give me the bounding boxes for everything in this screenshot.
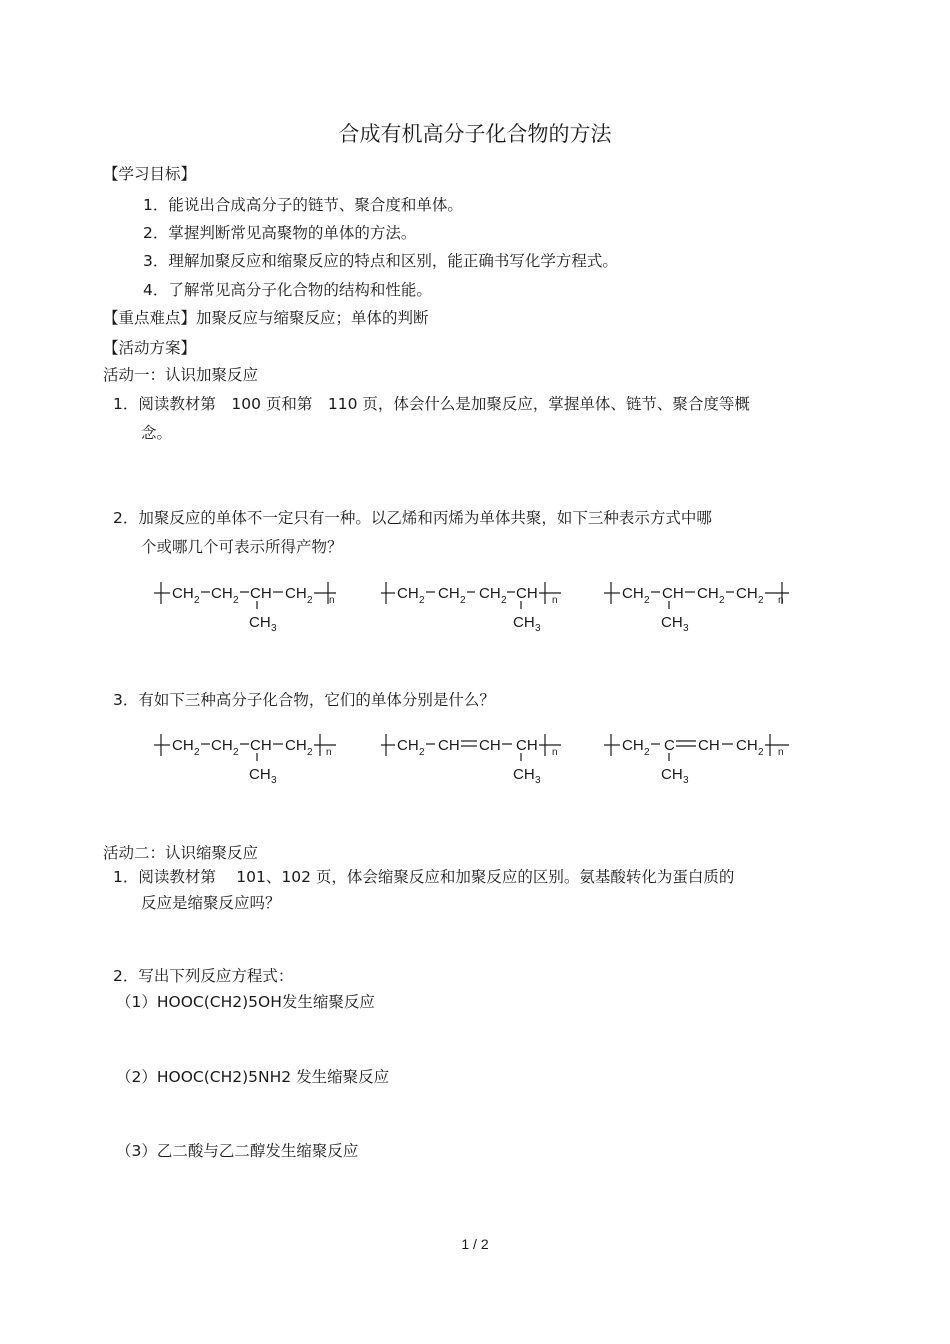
svg-text:2: 2	[644, 747, 650, 758]
svg-text:CH: CH	[697, 585, 719, 602]
svg-text:CH: CH	[698, 737, 720, 754]
polymer-formula-f	[600, 730, 800, 786]
svg-text:n: n	[778, 595, 784, 606]
svg-text:2: 2	[233, 747, 239, 758]
page-number: 1 / 2	[461, 1236, 489, 1252]
svg-text:3: 3	[683, 775, 689, 786]
svg-text:CH: CH	[736, 585, 758, 602]
svg-text:CH: CH	[479, 737, 501, 754]
activity2-question1-cont: 反应是缩聚反应吗？	[141, 894, 281, 912]
svg-text:2: 2	[758, 595, 764, 606]
activity1-heading: 活动一：认识加聚反应	[103, 366, 259, 384]
svg-text:CH: CH	[661, 766, 683, 783]
svg-text:2: 2	[419, 747, 425, 758]
svg-text:CH: CH	[250, 737, 272, 754]
svg-text:CH: CH	[249, 614, 271, 631]
objective-item: 3．理解加聚反应和缩聚反应的特点和区别，能正确书写化学方程式。	[143, 252, 618, 270]
svg-text:n: n	[329, 595, 335, 606]
activity2-heading: 活动二：认识缩聚反应	[103, 844, 259, 862]
polymer-formula-b	[375, 578, 575, 634]
svg-text:2: 2	[307, 595, 313, 606]
reaction-item-3: （3）乙二酸与乙二醇发生缩聚反应	[116, 1142, 359, 1160]
svg-text:CH: CH	[516, 737, 538, 754]
svg-text:CH: CH	[736, 737, 758, 754]
polymer-formula-c	[600, 578, 800, 634]
svg-text:CH: CH	[172, 737, 194, 754]
svg-text:CH: CH	[661, 614, 683, 631]
objective-item: 4．了解常见高分子化合物的结构和性能。	[143, 281, 432, 299]
svg-text:CH: CH	[513, 614, 535, 631]
activity1-question2: 2．加聚反应的单体不一定只有一种。以乙烯和丙烯为单体共聚，如下三种表示方式中哪	[113, 509, 712, 527]
svg-text:CH: CH	[516, 585, 538, 602]
svg-text:CH: CH	[285, 737, 307, 754]
page-title: 合成有机高分子化合物的方法	[338, 122, 612, 146]
polymer-formula-d	[150, 730, 350, 786]
svg-text:3: 3	[683, 623, 689, 634]
polymer-structure-svg	[375, 730, 575, 786]
svg-text:CH: CH	[211, 737, 233, 754]
svg-text:CH: CH	[397, 737, 419, 754]
svg-text:CH: CH	[622, 585, 644, 602]
svg-text:2: 2	[194, 595, 200, 606]
objective-item: 2．掌握判断常见高聚物的单体的方法。	[143, 224, 417, 242]
polymer-structure-svg	[600, 578, 800, 634]
svg-text:2: 2	[419, 595, 425, 606]
svg-text:2: 2	[233, 595, 239, 606]
svg-text:CH: CH	[438, 585, 460, 602]
svg-text:3: 3	[271, 623, 277, 634]
svg-text:CH: CH	[211, 585, 233, 602]
polymer-structure-svg	[600, 730, 800, 786]
activity2-question2: 2．写出下列反应方程式：	[113, 967, 294, 985]
svg-text:3: 3	[535, 623, 541, 634]
svg-text:3: 3	[535, 775, 541, 786]
svg-text:CH: CH	[662, 585, 684, 602]
svg-text:2: 2	[460, 595, 466, 606]
svg-text:2: 2	[501, 595, 507, 606]
polymer-formula-a	[150, 578, 350, 634]
svg-text:CH: CH	[250, 585, 272, 602]
svg-text:C: C	[664, 737, 675, 754]
svg-text:CH: CH	[622, 737, 644, 754]
polymer-structure-svg	[375, 578, 575, 634]
plan-heading: 【活动方案】	[103, 339, 197, 357]
svg-text:CH: CH	[438, 737, 460, 754]
activity1-question1: 1．阅读教材第 100 页和第 110 页，体会什么是加聚反应，掌握单体、链节、聚合度等概	[113, 395, 750, 413]
svg-text:n: n	[326, 747, 332, 758]
svg-text:3: 3	[271, 775, 277, 786]
polymer-structure-svg	[150, 730, 350, 786]
svg-text:CH: CH	[285, 585, 307, 602]
reaction-item-1: （1）HOOC(CH2)5OH发生缩聚反应	[116, 993, 375, 1011]
svg-text:2: 2	[644, 595, 650, 606]
activity1-question3: 3．有如下三种高分子化合物，它们的单体分别是什么？	[113, 691, 495, 709]
svg-text:n: n	[552, 747, 558, 758]
activity1-question1-cont: 念。	[141, 424, 173, 442]
svg-text:2: 2	[307, 747, 313, 758]
svg-text:2: 2	[758, 747, 764, 758]
svg-text:CH: CH	[397, 585, 419, 602]
polymer-formula-e	[375, 730, 575, 786]
svg-text:2: 2	[194, 747, 200, 758]
reaction-item-2: （2）HOOC(CH2)5NH2 发生缩聚反应	[116, 1068, 390, 1086]
svg-text:n: n	[552, 595, 558, 606]
activity1-question2-cont: 个或哪几个可表示所得产物？	[141, 538, 343, 556]
svg-text:n: n	[778, 747, 784, 758]
objective-item: 1．能说出合成高分子的链节、聚合度和单体。	[143, 196, 463, 214]
svg-text:CH: CH	[249, 766, 271, 783]
svg-text:CH: CH	[479, 585, 501, 602]
polymer-structure-svg	[150, 578, 350, 634]
objectives-heading: 【学习目标】	[103, 165, 197, 183]
activity2-question1: 1．阅读教材第 101、102 页，体会缩聚反应和加聚反应的区别。氨基酸转化为蛋白质的	[113, 868, 735, 886]
svg-text:2: 2	[719, 595, 725, 606]
svg-text:CH: CH	[172, 585, 194, 602]
svg-text:CH: CH	[513, 766, 535, 783]
key-points: 【重点难点】加聚反应与缩聚反应；单体的判断	[103, 309, 429, 327]
